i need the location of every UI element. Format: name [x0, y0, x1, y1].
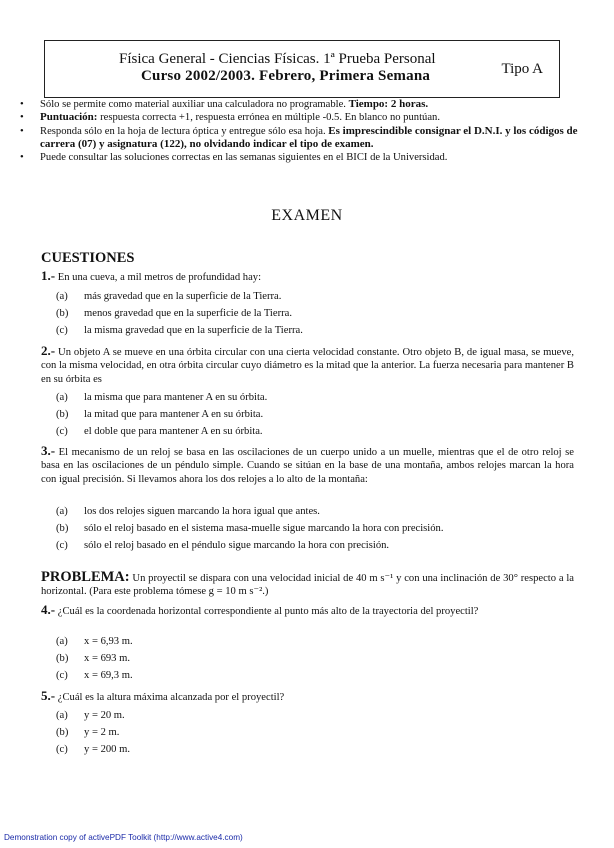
instruction-text: respuesta correcta +1, respuesta errónea en múltiple -0.5. En blanco no puntúan. [97, 112, 440, 124]
option-label: (c) [56, 325, 68, 336]
question-text: El mecanismo de un reloj se basa en las oscilaciones de un cuerpo unido a un muelle, mientras que el de otro reloj se basa en las oscilaciones de un péndulo simple. Cuando se sitúan en la base de una montaña, ambos relojes marcan la hora con igual precisión. Si llevamos ahora los dos relojes a lo alto de la montaña: [41, 447, 574, 485]
option-text: más gravedad que en la superficie de la Tierra. [84, 291, 282, 302]
instruction-text: Puede consultar las soluciones correctas en las semanas siguientes en el BICI de la Universidad. [40, 152, 448, 164]
question-text: En una cueva, a mil metros de profundidad hay: [57, 272, 262, 283]
option-label: (a) [56, 506, 68, 517]
option [56, 741, 130, 758]
option-text: la mitad que para mantener A en su órbita. [84, 409, 264, 420]
problem-statement [41, 571, 574, 599]
option-text: x = 693 m. [84, 653, 130, 664]
option [56, 537, 443, 554]
option-text: sólo el reloj basado en el sistema masa-muelle sigue marcando la hora con precisión. [84, 523, 444, 534]
exam-type: Tipo A [501, 61, 543, 77]
option-label: (c) [56, 540, 68, 551]
instruction-item [14, 111, 594, 124]
option-text: menos gravedad que en la superficie de la Tierra. [84, 308, 292, 319]
bullet-icon: • [20, 125, 24, 137]
header-title: Física General - Ciencias Físicas. 1ª Prueba Personal [119, 51, 436, 67]
option-label: (b) [56, 523, 69, 534]
option-text: los dos relojes siguen marcando la hora igual que antes. [84, 506, 320, 517]
option-label: (a) [56, 636, 68, 647]
question-3 [41, 444, 574, 486]
option-label: (b) [56, 727, 69, 738]
question-number: 3.- [41, 443, 56, 458]
question-2 [41, 344, 574, 386]
instruction-item [14, 98, 594, 111]
option-label: (c) [56, 744, 68, 755]
option [56, 633, 133, 650]
question-text: Un objeto A se mueve en una órbita circular con una cierta velocidad constante. Otro objeto B, de igual masa, se mueve, con la misma velocidad, en otra órbita circular cuyo diámetro es la mitad que la anterior. La fuerza necesaria para mantener B en su órbita es [41, 347, 574, 385]
option [56, 406, 267, 423]
option-label: (b) [56, 308, 69, 319]
option [56, 389, 267, 406]
option [56, 650, 133, 667]
question-number: 4.- [41, 602, 56, 617]
question-3-options [56, 503, 443, 554]
question-2-options [56, 389, 267, 440]
option-text: y = 200 m. [84, 744, 130, 755]
option-text: el doble que para mantener A en su órbita. [84, 426, 263, 437]
option-label: (a) [56, 291, 68, 302]
option-text: la misma gravedad que en la superficie de la Tierra. [84, 325, 303, 336]
question-4-options [56, 633, 133, 684]
instructions-list [14, 98, 594, 164]
option-text: x = 69,3 m. [84, 670, 133, 681]
instruction-bold: Es imprescindible consignar el D.N.I. y los códigos de carrera (07) y asignatura (122), no olvidando indicar el tipo de examen. [40, 124, 578, 150]
instruction-text: Responda sólo en la hoja de lectura óptica y entregue sólo esa hoja. [40, 125, 329, 137]
instruction-bold: Tiempo: 2 horas. [348, 98, 429, 110]
question-number: 2.- [41, 343, 56, 358]
header-box [44, 40, 560, 98]
option-text: la misma que para mantener A en su órbita. [84, 392, 268, 403]
option [56, 724, 130, 741]
option [56, 288, 303, 305]
option-label: (c) [56, 670, 68, 681]
option-label: (a) [56, 392, 68, 403]
option [56, 322, 303, 339]
problem-text: Un proyectil se dispara con una velocidad inicial de 40 m s⁻¹ y con una inclinación de 30° respecto a la horizontal. (Para este problema tómese g = 10 m s⁻².) [41, 573, 574, 598]
question-number: 5.- [41, 688, 56, 703]
cuestiones-heading: CUESTIONES [41, 250, 135, 266]
instruction-lead: Puntuación: [40, 111, 98, 124]
option-text: x = 6,93 m. [84, 636, 133, 647]
option-label: (c) [56, 426, 68, 437]
option [56, 423, 267, 440]
exam-title: EXAMEN [271, 207, 343, 224]
bullet-icon: • [20, 112, 24, 124]
question-4 [41, 603, 574, 618]
bullet-icon: • [20, 99, 24, 110]
question-text: ¿Cuál es la altura máxima alcanzada por el proyectil? [57, 692, 285, 703]
option [56, 503, 443, 520]
problem-heading: PROBLEMA: [41, 569, 130, 585]
instruction-item [14, 125, 594, 152]
option-label: (a) [56, 710, 68, 721]
bullet-icon: • [20, 152, 24, 164]
question-5-options [56, 707, 130, 758]
option [56, 520, 443, 537]
instruction-item [14, 151, 594, 164]
option-text: y = 20 m. [84, 710, 125, 721]
question-1-options [56, 288, 303, 339]
question-5 [41, 689, 574, 704]
question-1 [41, 269, 574, 284]
header-course: Curso 2002/2003. Febrero, Primera Semana [141, 68, 431, 84]
instruction-text: Sólo se permite como material auxiliar una calculadora no programable. [40, 99, 349, 110]
demo-footer: Demonstration copy of activePDF Toolkit (http://www.active4.com) [4, 833, 243, 842]
option-text: sólo el reloj basado en el péndulo sigue marcando la hora con precisión. [84, 540, 390, 551]
option-text: y = 2 m. [84, 727, 120, 738]
option [56, 707, 130, 724]
option-label: (b) [56, 653, 69, 664]
question-number: 1.- [41, 268, 56, 283]
option [56, 305, 303, 322]
option-label: (b) [56, 409, 69, 420]
question-text: ¿Cuál es la coordenada horizontal correspondiente al punto más alto de la trayectoria del proyectil? [57, 606, 479, 617]
option [56, 667, 133, 684]
